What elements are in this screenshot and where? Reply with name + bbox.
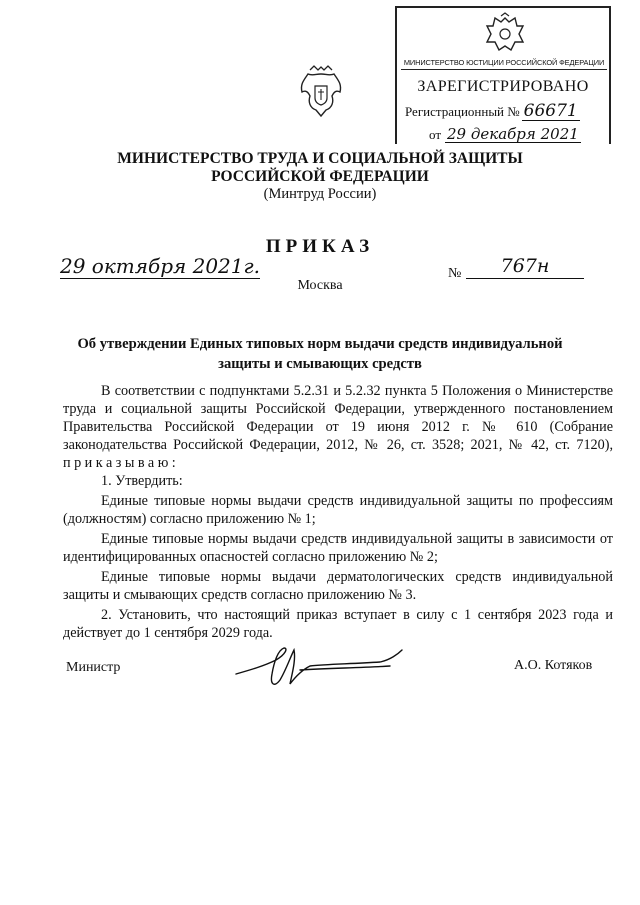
order-title: ПРИКАЗ <box>265 236 375 257</box>
order-number: 767н <box>466 254 584 279</box>
stamp-reg-number: 66671 <box>523 101 578 121</box>
item-1b: Единые типовые нормы выдачи средств индивидуальной защиты в зависимости от идентифицированных опасностей согласно приложению № 2; <box>63 531 613 565</box>
stamp-date-prefix: от <box>429 127 442 142</box>
handwritten-signature-icon <box>230 640 410 692</box>
document-title-line1: Об утверждении Единых типовых норм выдачи средств индивидуальной <box>77 336 563 352</box>
order-date: 29 октября 2021г. <box>60 254 260 278</box>
item-2: 2. Установить, что настоящий приказ вступает в силу с 1 сентября 2023 года и действует до 1 сентября 2029 года. <box>63 607 613 641</box>
registration-stamp <box>395 6 611 144</box>
stamp-registered: ЗАРЕГИСТРИРОВАНО <box>417 78 589 95</box>
order-city: Москва <box>297 278 343 293</box>
signatory-name: А.О. Котяков <box>514 658 593 673</box>
orders-word: приказываю: <box>63 455 180 471</box>
stamp-ministry: МИНИСТЕРСТВО ЮСТИЦИИ РОССИЙСКОЙ ФЕДЕРАЦИИ <box>401 58 607 70</box>
preamble-text: В соответствии с подпунктами 5.2.31 и 5.2.32 пункта 5 Положения о Министерстве труда и социальной защиты Российской Федерации, утвержденного постановлением Правительства Российской Федерации от 19 июня 2012 г. № 610 (Собрание законодательства Российской Федерации, 2012, № 26, ст. 3528; 2021, № 42, ст. 7120), <box>63 383 613 453</box>
stamp-date-value: 29 декабря 2021 <box>447 125 579 143</box>
item-1: 1. Утвердить: <box>101 473 183 489</box>
item-1c: Единые типовые нормы выдачи дерматологических средств индивидуальной защиты и смывающих средств согласно приложению № 3. <box>63 569 613 603</box>
stamp-date-line <box>429 126 605 143</box>
preamble-paragraph <box>63 382 613 472</box>
signatory-position: Министр <box>66 660 121 675</box>
ministry-name-line2: РОССИЙСКОЙ ФЕДЕРАЦИИ <box>211 168 429 185</box>
ministry-short-name: (Минтруд России) <box>263 186 377 202</box>
ministry-name-line1: МИНИСТЕРСТВО ТРУДА И СОЦИАЛЬНОЙ ЗАЩИТЫ <box>117 150 523 167</box>
order-number-sign: № <box>448 266 462 281</box>
coat-of-arms-icon <box>483 12 527 56</box>
stamp-registration-line <box>405 102 605 121</box>
stamp-reg-label: Регистрационный № <box>405 104 520 119</box>
coat-of-arms-icon <box>296 64 346 118</box>
document-title-line2: защиты и смывающих средств <box>218 356 422 372</box>
order-body <box>63 382 613 642</box>
item-1a: Единые типовые нормы выдачи средств индивидуальной защиты по профессиям (должностям) согласно приложению № 1; <box>63 493 613 527</box>
document-title <box>60 334 580 374</box>
